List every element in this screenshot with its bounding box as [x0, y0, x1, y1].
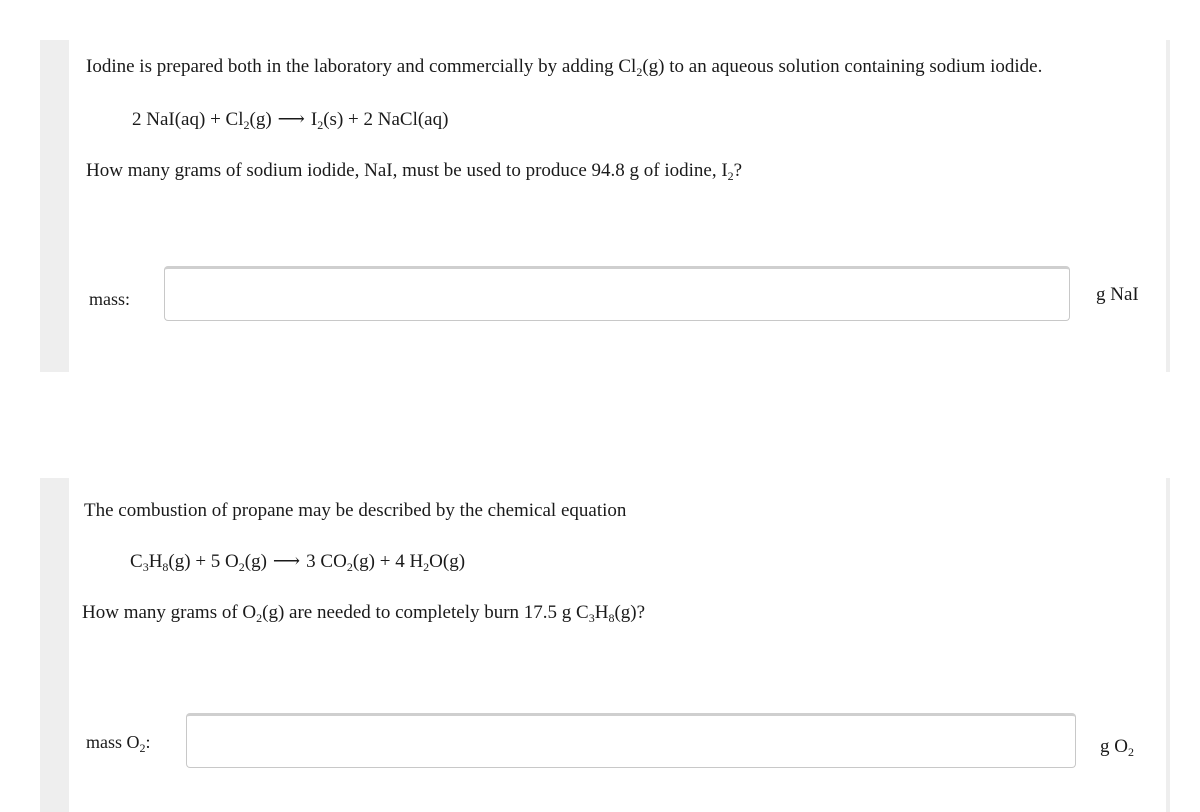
- mass-o2-input[interactable]: [186, 713, 1076, 768]
- reaction-arrow-icon: ⟶: [277, 109, 305, 130]
- question-1-equation: 2 $NaI(aq) + Cl_2(g)$ ⟶ $I_2(s) + 2$ NaCl(aq): [132, 109, 449, 132]
- reaction-arrow-icon: ⟶: [272, 551, 301, 572]
- unit-label-o2: g $O_2$: [1100, 736, 1134, 759]
- question-card-1: [40, 40, 1170, 372]
- mass-label: mass:: [89, 289, 131, 309]
- unit-label-nai: g NaI: [1096, 284, 1139, 305]
- question-2-equation: $C_3H_8(g) + 5$ $O_2(g)$ ⟶ 3 $CO_2(g) + 4$ $H_2O(g)$: [130, 551, 466, 574]
- mass-input[interactable]: [164, 266, 1070, 321]
- question-2-intro: The combustion of propane may be described by the chemical equation: [84, 500, 627, 521]
- question-1-prompt: How many grams of sodium iodide, NaI, must be used to produce 94.8 g of iodine, $I_2$?: [86, 160, 743, 183]
- question-2-prompt: How many grams of $O_2(g)$ are needed to completely burn 17.5 g $C_3H_8(g)$?: [82, 602, 646, 625]
- question-1-intro: Iodine is prepared both in the laboratory and commercially by adding $Cl_2(g)$ to an aqueous solution containing sodium iodide.: [86, 56, 1043, 79]
- mass-o2-label: mass $O_2$:: [86, 732, 151, 755]
